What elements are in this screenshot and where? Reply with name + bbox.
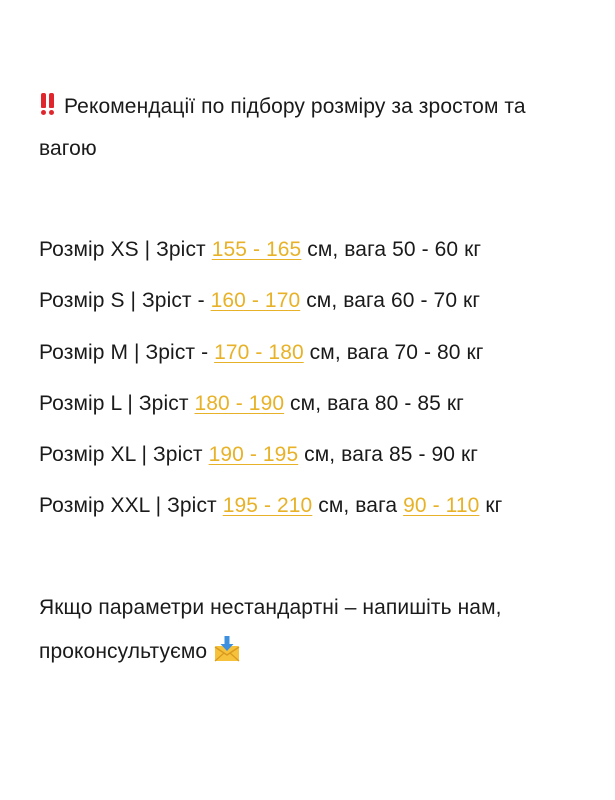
outro-text: проконсультуємо: [39, 640, 208, 663]
size-unit: кг: [479, 494, 503, 517]
size-details: см, вага 85 - 90 кг: [298, 443, 479, 466]
size-label: Розмір L | Зріст: [39, 392, 195, 415]
height-link-l[interactable]: 180 - 190: [194, 392, 285, 415]
size-row-xl: [39, 441, 478, 469]
double-exclamation-icon: [39, 92, 63, 116]
size-details: см, вага 50 - 60 кг: [301, 238, 482, 261]
size-row-xs: [39, 236, 481, 264]
height-link-xxl[interactable]: 195 - 210: [222, 494, 313, 517]
intro-line-1: [39, 92, 526, 121]
size-label: Розмір M | Зріст -: [39, 341, 215, 364]
size-details: см, вага: [312, 494, 404, 517]
size-label: Розмір XS | Зріст: [39, 238, 212, 261]
size-row-xxl: [39, 492, 502, 520]
size-label: Розмір XL | Зріст: [39, 443, 209, 466]
size-row-l: [39, 390, 464, 418]
size-row-s: [39, 287, 480, 315]
intro-text: Рекомендації по підбору розміру за зростом та: [64, 95, 526, 118]
size-row-m: [39, 339, 484, 367]
size-details: см, вага 60 - 70 кг: [300, 289, 481, 312]
outro-line-2: [39, 636, 241, 666]
weight-link-xxl[interactable]: 90 - 110: [403, 494, 480, 517]
size-details: см, вага 80 - 85 кг: [284, 392, 464, 415]
size-label: Розмір S | Зріст -: [39, 289, 211, 312]
envelope-with-arrow-icon: [213, 636, 241, 662]
height-link-xs[interactable]: 155 - 165: [211, 238, 302, 261]
intro-line-2: вагою: [39, 137, 97, 160]
outro-line-1: Якщо параметри нестандартні – напишіть нам,: [39, 596, 502, 619]
height-link-m[interactable]: 170 - 180: [214, 341, 304, 364]
height-link-s[interactable]: 160 - 170: [210, 289, 301, 312]
height-link-xl[interactable]: 190 - 195: [208, 443, 299, 466]
size-label: Розмір XXL | Зріст: [39, 494, 223, 517]
size-details: см, вага 70 - 80 кг: [303, 341, 484, 364]
